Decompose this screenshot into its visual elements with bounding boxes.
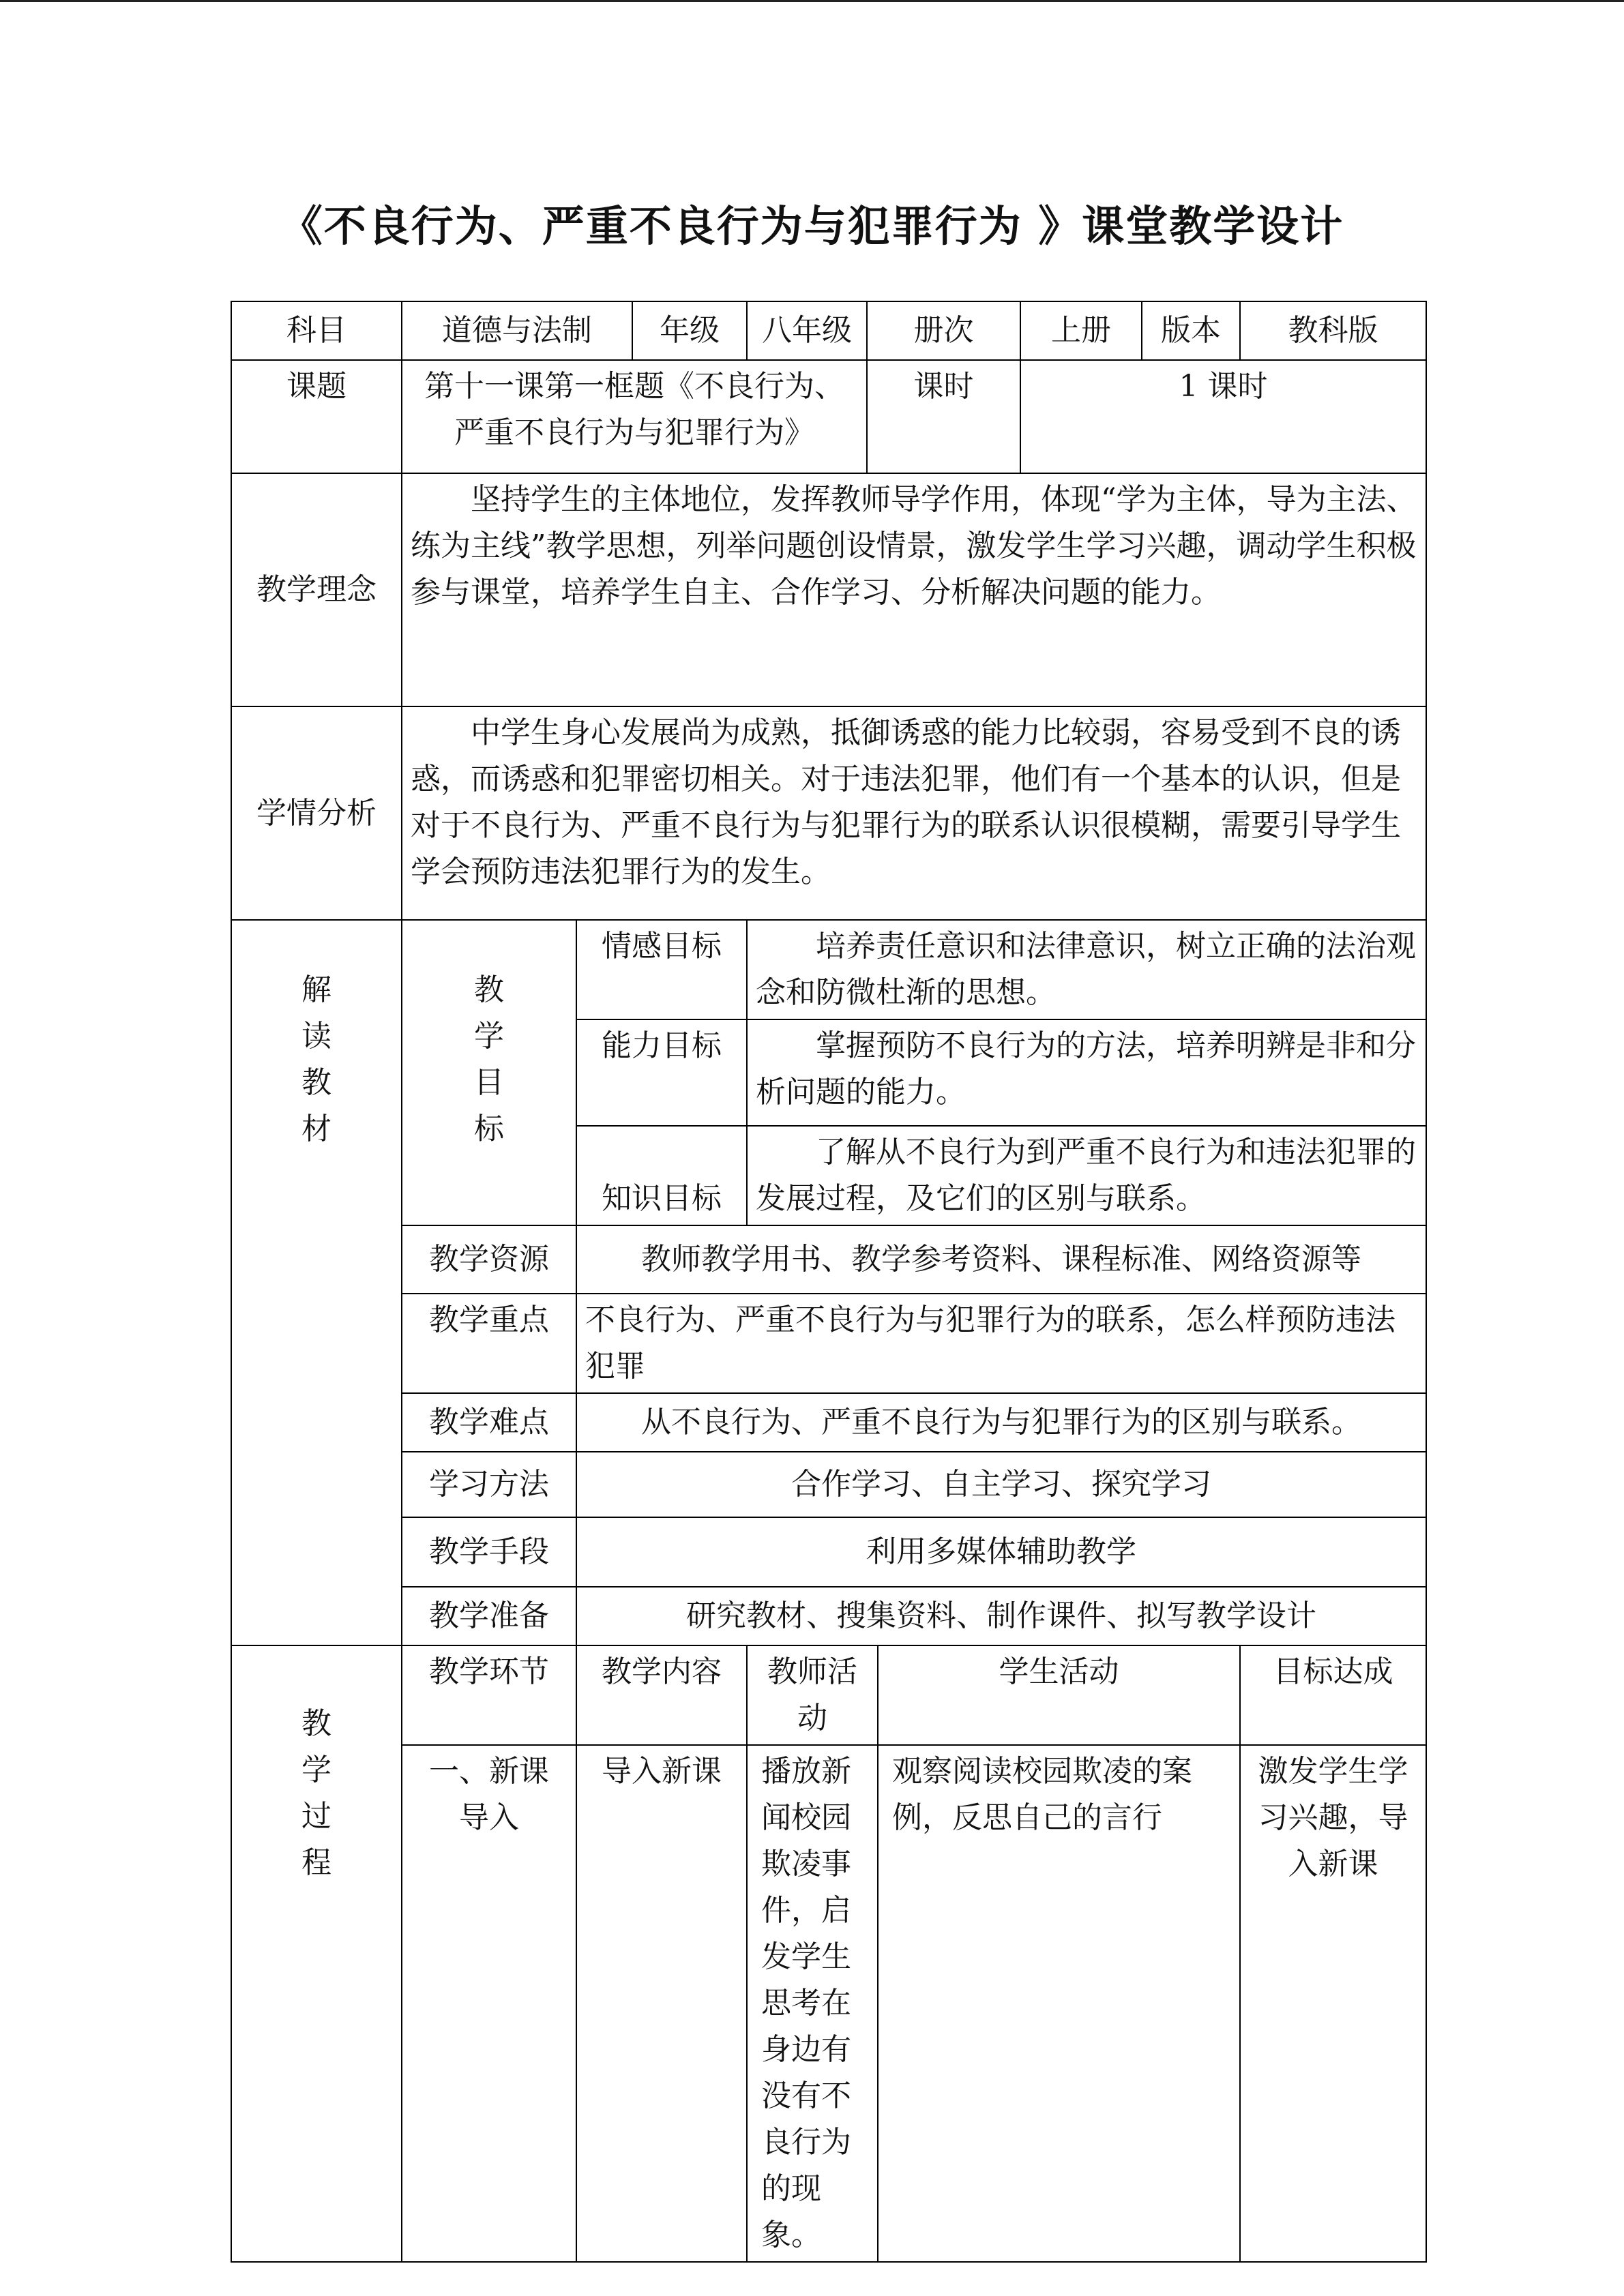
resources-label: 教学资源	[402, 1225, 576, 1294]
subject-label: 科目	[231, 301, 402, 360]
objective-label-ability: 能力目标	[576, 1019, 747, 1126]
objective-label-knowledge: 知识目标	[576, 1126, 747, 1225]
key-points-text: 不良行为、严重不良行为与犯罪行为的联系，怎么样预防违法犯罪	[576, 1294, 1426, 1393]
process-label-char: 过	[301, 1799, 331, 1834]
topic-value: 第十一课第一框题《不良行为、严重不良行为与犯罪行为》	[402, 360, 867, 473]
process-goal: 激发学生学习兴趣，导入新课	[1240, 1745, 1426, 2262]
methods-label: 学习方法	[402, 1452, 576, 1517]
volume-label: 册次	[867, 301, 1020, 360]
objective-row-emotion	[231, 920, 1426, 1019]
means-text: 利用多媒体辅助教学	[576, 1517, 1426, 1587]
textbook-label-char: 材	[301, 1112, 331, 1146]
process-student-activity: 观察阅读校园欺凌的案例，反思自己的言行	[878, 1745, 1240, 2262]
lesson-plan-table	[231, 301, 1427, 2263]
grade-value: 八年级	[747, 301, 867, 360]
analysis-row	[231, 706, 1426, 920]
textbook-label-char: 读	[301, 1019, 331, 1054]
objective-text-knowledge: 了解从不良行为到严重不良行为和违法犯罪的发展过程，及它们的区别与联系。	[747, 1126, 1426, 1225]
textbook-section-label	[231, 920, 402, 1645]
key-points-row	[231, 1294, 1426, 1393]
subject-value: 道德与法制	[402, 301, 632, 360]
page-title: 《不良行为、严重不良行为与犯罪行为 》课堂教学设计	[280, 201, 1344, 251]
process-label-char: 程	[301, 1845, 331, 1880]
difficulties-label: 教学难点	[402, 1393, 576, 1452]
objectives-label	[402, 920, 576, 1225]
objective-text-emotion: 培养责任意识和法律意识，树立正确的法治观念和防微杜渐的思想。	[747, 920, 1426, 1019]
objectives-label-char: 教	[474, 972, 504, 1007]
process-stage: 一、新课导入	[402, 1745, 576, 2262]
objective-label-emotion: 情感目标	[576, 920, 747, 1019]
methods-row	[231, 1452, 1426, 1517]
grade-label: 年级	[632, 301, 747, 360]
resources-row	[231, 1225, 1426, 1294]
resources-text: 教师教学用书、教学参考资料、课程标准、网络资源等	[576, 1225, 1426, 1294]
process-row	[231, 1745, 1426, 2262]
topic-label: 课题	[231, 360, 402, 473]
philosophy-row	[231, 473, 1426, 706]
objectives-label-char: 学	[474, 1019, 504, 1054]
process-header-goal: 目标达成	[1240, 1645, 1426, 1745]
volume-value: 上册	[1020, 301, 1142, 360]
process-header-stage: 教学环节	[402, 1645, 576, 1745]
edition-label: 版本	[1142, 301, 1240, 360]
objectives-label-char: 标	[474, 1112, 504, 1146]
analysis-text: 中学生身心发展尚为成熟，抵御诱惑的能力比较弱，容易受到不良的诱惑，而诱惑和犯罪密切相关。对于违法犯罪，他们有一个基本的认识，但是对于不良行为、严重不良行为与犯罪行为的联系认识很模糊，需要引导学生学会预防违法犯罪行为的发生。	[402, 706, 1426, 920]
info-row	[231, 301, 1426, 360]
means-row	[231, 1517, 1426, 1587]
topic-row	[231, 360, 1426, 473]
top-border-line	[0, 0, 1624, 2]
preparation-text: 研究教材、搜集资料、制作课件、拟写教学设计	[576, 1587, 1426, 1645]
process-header-row	[231, 1645, 1426, 1745]
process-label-char: 教	[301, 1706, 331, 1741]
process-content: 导入新课	[576, 1745, 747, 2262]
means-label: 教学手段	[402, 1517, 576, 1587]
analysis-label: 学情分析	[231, 706, 402, 920]
objectives-label-char: 目	[474, 1065, 504, 1100]
preparation-label: 教学准备	[402, 1587, 576, 1645]
process-label-char: 学	[301, 1753, 331, 1787]
difficulties-text: 从不良行为、严重不良行为与犯罪行为的区别与联系。	[576, 1393, 1426, 1452]
edition-value: 教科版	[1240, 301, 1426, 360]
process-teacher-activity: 播放新闻校园欺凌事件，启发学生思考在身边有没有不良行为的现象。	[747, 1745, 878, 2262]
process-section-label	[231, 1645, 402, 2262]
preparation-row	[231, 1587, 1426, 1645]
philosophy-text: 坚持学生的主体地位，发挥教师导学作用，体现“学为主体，导为主法、练为主线”教学思想，列举问题创设情景，激发学生学习兴趣，调动学生积极参与课堂，培养学生自主、合作学习、分析解决问题的能力。	[402, 473, 1426, 706]
hours-value: 1 课时	[1020, 360, 1426, 473]
process-header-content: 教学内容	[576, 1645, 747, 1745]
textbook-label-char: 解	[301, 972, 331, 1007]
process-header-teacher: 教师活动	[747, 1645, 878, 1745]
objective-text-ability: 掌握预防不良行为的方法，培养明辨是非和分析问题的能力。	[747, 1019, 1426, 1126]
process-header-student: 学生活动	[878, 1645, 1240, 1745]
hours-label: 课时	[867, 360, 1020, 473]
difficulties-row	[231, 1393, 1426, 1452]
key-points-label: 教学重点	[402, 1294, 576, 1393]
textbook-label-char: 教	[301, 1065, 331, 1100]
methods-text: 合作学习、自主学习、探究学习	[576, 1452, 1426, 1517]
philosophy-label: 教学理念	[231, 473, 402, 706]
